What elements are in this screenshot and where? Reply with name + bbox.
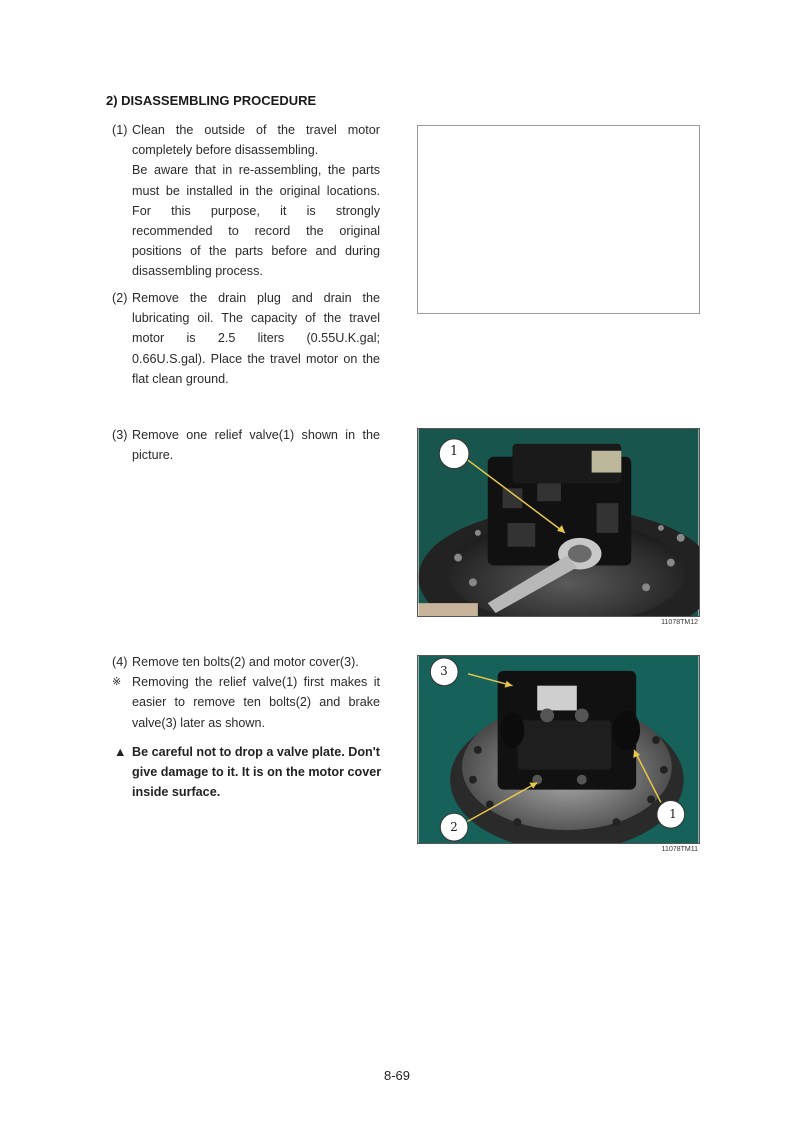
motor-cover-photo-illustration: [418, 656, 699, 843]
callout-1: 1: [669, 807, 677, 821]
note-symbol-icon: ※: [112, 676, 122, 689]
page-number: 8-69: [383, 1068, 411, 1083]
warning: [114, 742, 382, 802]
callout-2: 2: [450, 820, 458, 834]
blank-figure-box: [417, 125, 700, 314]
callout-1: 1: [449, 444, 459, 459]
step-2: [112, 288, 380, 389]
step-1: [112, 120, 380, 282]
warning-text: Be careful not to drop a valve plate. Don't give damage to it. It is on the motor cover inside surface.: [132, 745, 382, 799]
step-paragraph: Be aware that in re-assembling, the parts must be installed in the original locations. For this purpose, it is strongly recommended to record the original positions of the parts before and during disassembling process.: [132, 163, 380, 279]
figure-relief-valve-photo: [417, 428, 700, 617]
figure-motor-cover-photo: [417, 655, 700, 844]
callout-3: 3: [440, 664, 448, 678]
step-paragraph: Remove ten bolts(2) and motor cover(3).: [132, 655, 359, 669]
warning-triangle-icon: ▲: [114, 745, 127, 759]
step-number: (4): [112, 655, 128, 669]
step-paragraph: Remove one relief valve(1) shown in the picture.: [132, 428, 380, 463]
section-heading: 2) DISASSEMBLING PROCEDURE: [106, 93, 317, 108]
step-4: [112, 652, 380, 733]
figure-caption: 11078TM12: [661, 619, 698, 626]
note: [112, 672, 380, 733]
step-number: (1): [112, 123, 128, 137]
step-paragraph: Remove the drain plug and drain the lubricating oil. The capacity of the travel motor is 2.5 liters (0.55U.K.gal; 0.66U.S.gal). Place the travel motor on the flat clean ground.: [132, 291, 380, 386]
step-3: [112, 425, 380, 465]
step-number: (2): [112, 291, 128, 305]
step-number: (3): [112, 428, 128, 442]
figure-caption: 11078TM11: [661, 846, 698, 853]
step-paragraph: Clean the outside of the travel motor completely before disassembling.: [132, 123, 380, 158]
note-text: Removing the relief valve(1) first makes it easier to remove ten bolts(2) and brake valve(3) later as shown.: [132, 675, 380, 730]
